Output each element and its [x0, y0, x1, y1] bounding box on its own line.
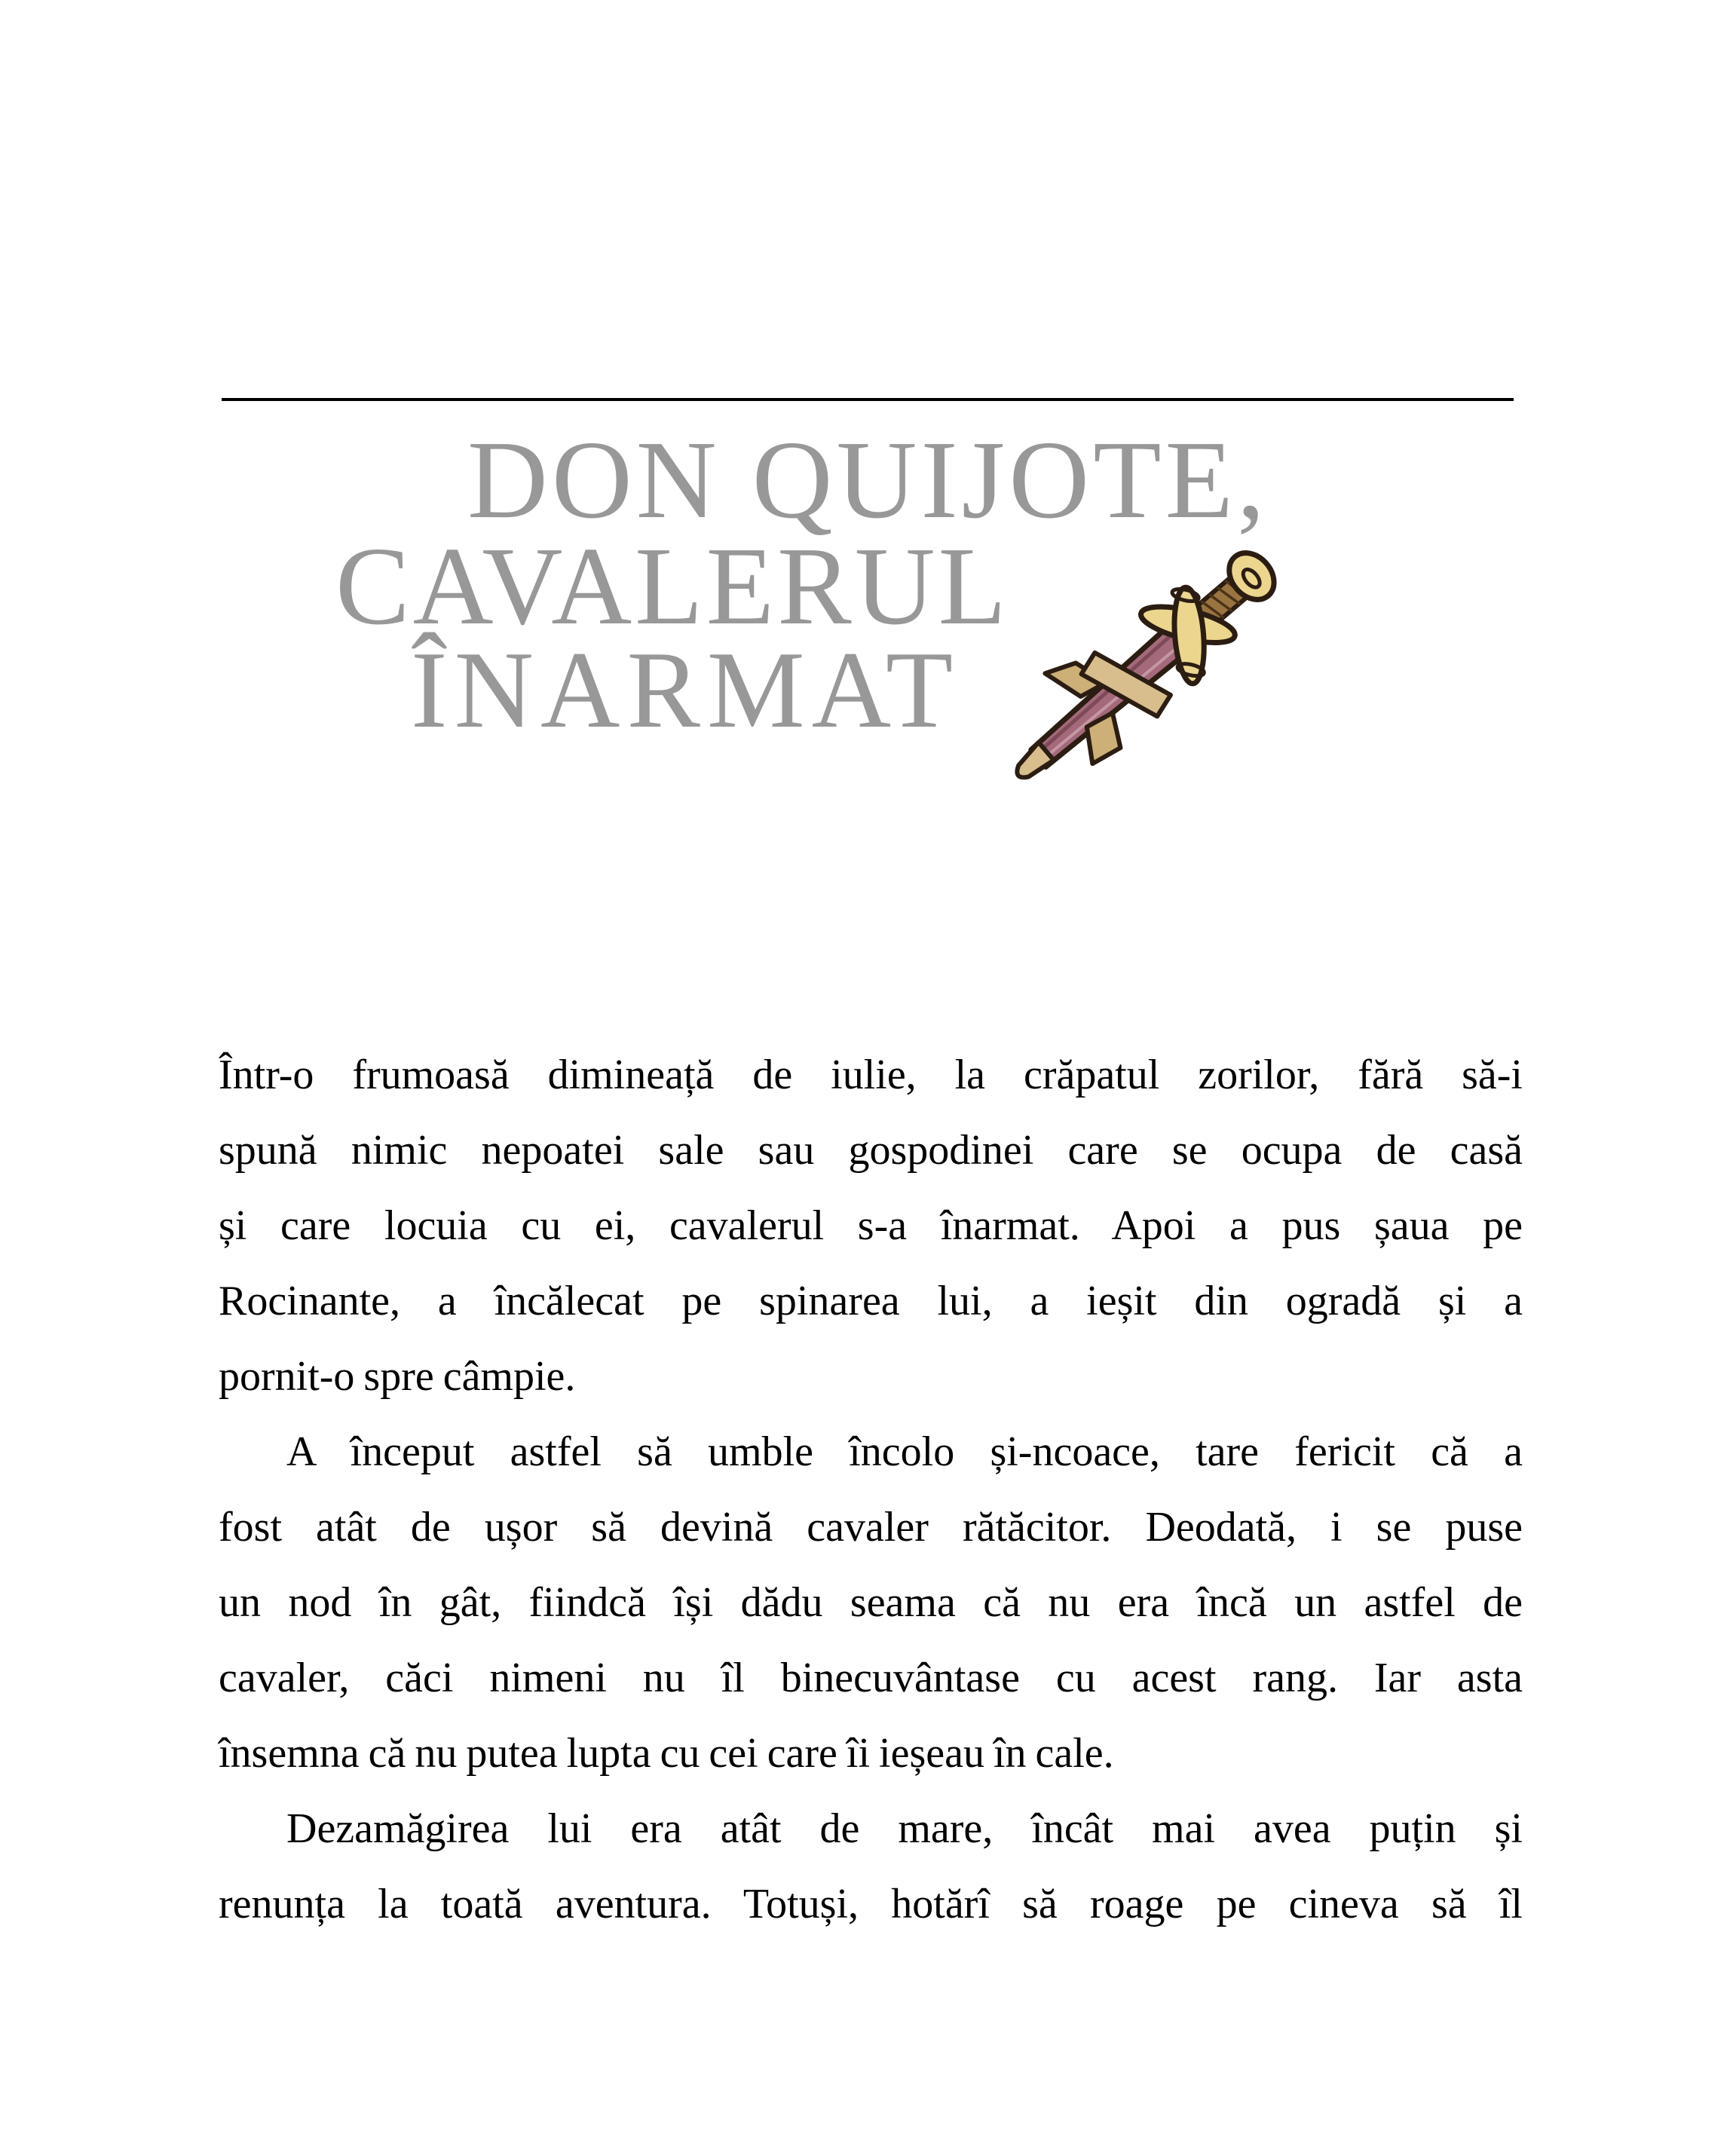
chapter-divider-rule: [222, 398, 1514, 401]
body-text-line: și care locuia cu ei, cavalerul s-a înarmat. Apoi a pus șaua pe: [219, 1202, 1523, 1249]
body-text-line: Rocinante, a încălecat pe spinarea lui, a ieșit din ogradă și a: [219, 1278, 1523, 1324]
body-text-line: A început astfel să umble încolo și-ncoace, tare fericit că a: [286, 1428, 1523, 1475]
body-text-line: cavaler, căci nimeni nu îl binecuvântase cu acest rang. Iar asta: [219, 1655, 1523, 1701]
body-text-line: un nod în gât, fiindcă își dădu seama că nu era încă un astfel de: [219, 1579, 1523, 1626]
body-text-line: spună nimic nepoatei sale sau gospodinei care se ocupa de casă: [219, 1127, 1523, 1174]
paragraph-2: [219, 1414, 1523, 1791]
body-text-line: Dezamăgirea lui era atât de mare, încât mai avea puțin și: [286, 1805, 1523, 1852]
body-text-line: renunța la toată aventura. Totuși, hotărî să roage pe cineva să îl: [219, 1881, 1523, 1927]
body-text-line: însemna că nu putea lupta cu cei care îi ieșeau în cale.: [219, 1730, 1114, 1777]
body-text-line: pornit-o spre câmpie.: [219, 1353, 576, 1400]
chapter-title-line-1: DON QUIJOTE,: [467, 418, 1269, 542]
paragraph-3: [219, 1791, 1523, 1942]
body-text-line: Într-o frumoasă dimineață de iulie, la crăpatul zorilor, fără să-i: [219, 1052, 1523, 1098]
sheathed-sword-illustration: [980, 528, 1297, 814]
body-text: [219, 1037, 1523, 1942]
chapter-title-line-2: CAVALERUL: [335, 525, 1010, 648]
paragraph-1: [219, 1037, 1523, 1414]
chapter-title-line-3: ÎNARMAT: [411, 629, 960, 751]
body-text-line: fost atât de ușor să devină cavaler rătăcitor. Deodată, i se puse: [219, 1504, 1523, 1551]
